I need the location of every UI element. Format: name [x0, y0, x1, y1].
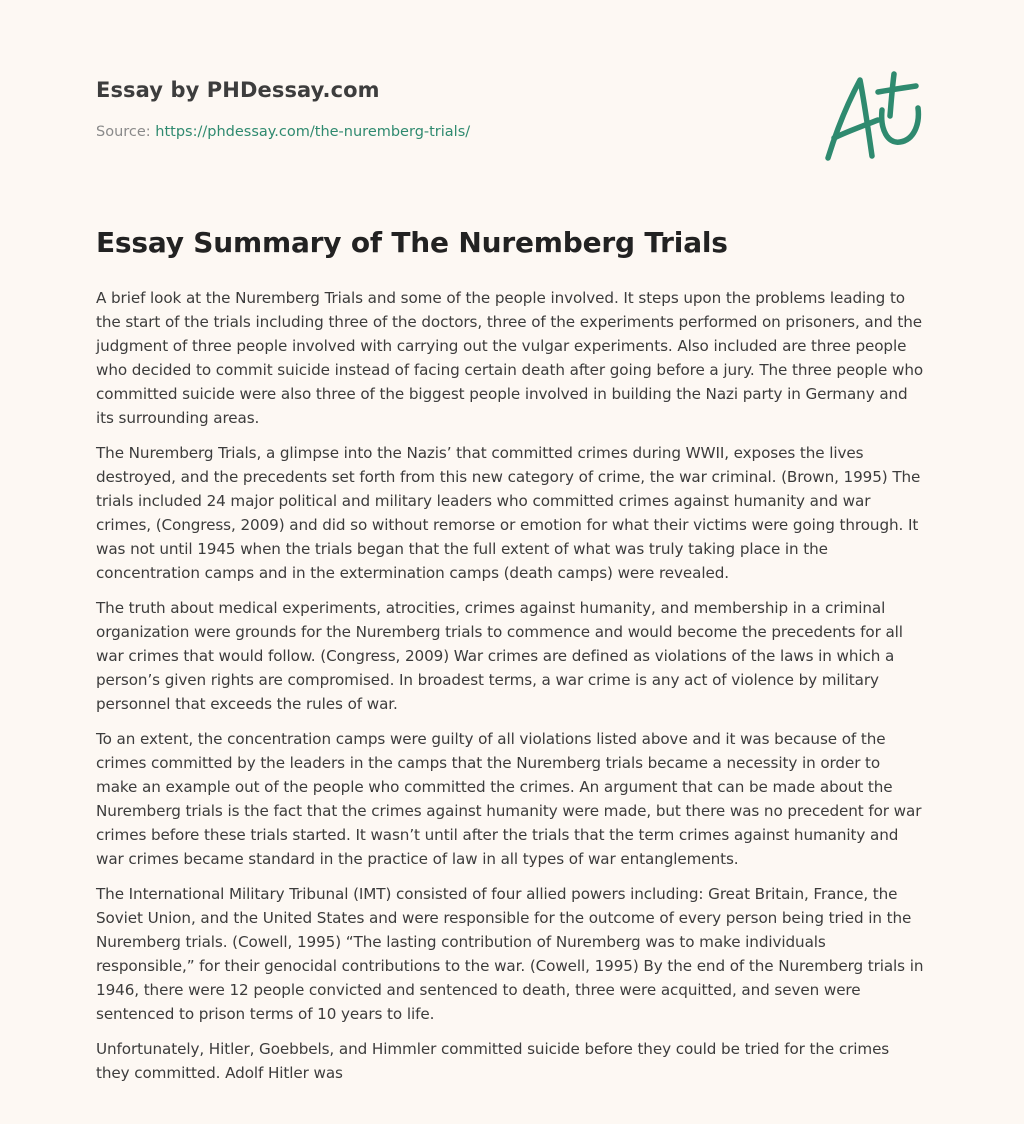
paragraph: A brief look at the Nuremberg Trials and some of the people involved. It steps upon the problems leading to the start of the trials including three of the doctors, three of the experiments performed on prisoners, and the judgment of three people involved with carrying out the vulgar experiments. Also included are three people who decided to commit suicide instead of facing certain death after going before a jury. The three people who committed suicide were also three of the biggest people involved in building the Nazi party in Germany and its surrounding areas.: [96, 289, 924, 427]
page-title: Essay Summary of The Nuremberg Trials: [96, 226, 728, 259]
paragraph: Unfortunately, Hitler, Goebbels, and Himmler committed suicide before they could be tried for the crimes they committed. Adolf Hitler was: [96, 1040, 890, 1082]
essay-body: [96, 286, 926, 1096]
paragraph: The Nuremberg Trials, a glimpse into the Nazis’ that committed crimes during WWII, exposes the lives destroyed, and the precedents set forth from this new category of crime, the war criminal. (Brown, 1995) The trials included 24 major political and military leaders who committed crimes against humanity and war crimes, (Congress, 2009) and did so without remorse or emotion for what their victims were going through. It was not until 1945 when the trials began that the full extent of what was truly taking place in the concentration camps and in the extermination camps (death camps) were revealed.: [96, 444, 921, 582]
source-label: Source:: [96, 124, 156, 140]
paragraph: To an extent, the concentration camps were guilty of all violations listed above and it was because of the crimes committed by the leaders in the camps that the Nuremberg trials became a necessity in order to make an example out of the people who committed the crimes. An argument that can be made about the Nuremberg trials is the fact that the crimes against humanity were made, but there was no precedent for war crimes before these trials started. It wasn’t until after the trials that the term crimes against humanity and war crimes became standard in the practice of law in all types of war entanglements.: [96, 730, 922, 868]
a-plus-logo-icon: [822, 70, 926, 164]
brand-title: Essay by PHDessay.com: [96, 78, 380, 102]
source-line: [96, 124, 470, 140]
source-link[interactable]: https://phdessay.com/the-nuremberg-trials/: [155, 124, 471, 140]
paragraph: The International Military Tribunal (IMT) consisted of four allied powers including: Great Britain, France, the Soviet Union, and the United States and were responsible for the outcome of every person being tried in the Nuremberg trials. (Cowell, 1995) “The lasting contribution of Nuremberg was to make individuals responsible,” for their genocidal contributions to the war. (Cowell, 1995) By the end of the Nuremberg trials in 1946, there were 12 people convicted and sentenced to death, three were acquitted, and seven were sentenced to prison terms of 10 years to life.: [96, 885, 924, 1023]
paragraph: The truth about medical experiments, atrocities, crimes against humanity, and membership in a criminal organization were grounds for the Nuremberg trials to commence and would become the precedents for all war crimes that would follow. (Congress, 2009) War crimes are defined as violations of the laws in which a person’s given rights are compromised. In broadest terms, a war crime is any act of violence by military personnel that exceeds the rules of war.: [96, 599, 903, 713]
